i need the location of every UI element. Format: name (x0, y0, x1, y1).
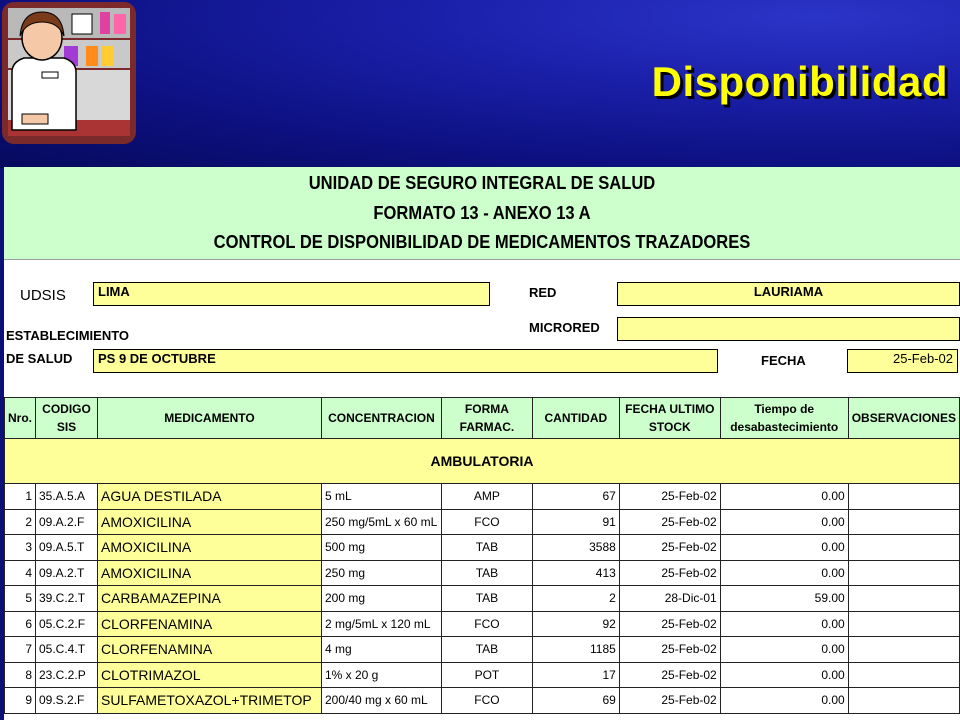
cell-forma[interactable]: FCO (441, 509, 532, 535)
red-label: RED (529, 285, 557, 300)
microred-label: MICRORED (529, 320, 600, 335)
cell-cantidad[interactable]: 17 (532, 662, 619, 688)
spreadsheet (4, 167, 960, 720)
de-salud-label: DE SALUD (6, 351, 73, 366)
table-row (5, 611, 960, 637)
header-line-1: UNIDAD DE SEGURO INTEGRAL DE SALUD (308, 173, 656, 193)
cell-forma[interactable]: TAB (441, 535, 532, 561)
cell-tiempo[interactable]: 59.00 (720, 586, 848, 612)
pharmacist-icon (2, 2, 136, 144)
table-header-row (5, 398, 960, 439)
cell-medicamento[interactable]: AMOXICILINA (97, 560, 321, 586)
cell-fecha-stock[interactable]: 25-Feb-02 (619, 535, 720, 561)
establecimiento-label: ESTABLECIMIENTO (6, 328, 130, 343)
cell-concentracion[interactable]: 250 mg (321, 560, 441, 586)
table-row (5, 535, 960, 561)
cell-forma[interactable]: FCO (441, 688, 532, 714)
cell-observaciones[interactable] (848, 560, 959, 586)
cell-observaciones[interactable] (848, 509, 959, 535)
cell-observaciones[interactable] (848, 611, 959, 637)
cell-fecha-stock[interactable]: 25-Feb-02 (619, 662, 720, 688)
cell-codigo[interactable]: 09.A.2.T (36, 560, 98, 586)
establecimiento-field[interactable]: PS 9 DE OCTUBRE (93, 349, 718, 373)
cell-cantidad[interactable]: 1185 (532, 637, 619, 663)
col-nro: Nro. (5, 398, 36, 439)
table-row (5, 560, 960, 586)
cell-observaciones[interactable] (848, 637, 959, 663)
cell-nro[interactable]: 9 (5, 688, 36, 714)
col-concentracion: CONCENTRACION (321, 398, 441, 439)
cell-codigo[interactable]: 05.C.2.F (36, 611, 98, 637)
col-observaciones: OBSERVACIONES (848, 398, 959, 439)
cell-observaciones[interactable] (848, 535, 959, 561)
page-title: Disponibilidad (651, 58, 948, 105)
cell-cantidad[interactable]: 413 (532, 560, 619, 586)
cell-nro[interactable]: 3 (5, 535, 36, 561)
table-row (5, 637, 960, 663)
table-row (5, 586, 960, 612)
cell-observaciones[interactable] (848, 662, 959, 688)
cell-forma[interactable]: TAB (441, 586, 532, 612)
cell-tiempo[interactable]: 0.00 (720, 560, 848, 586)
col-forma: FORMA FARMAC. (441, 398, 532, 439)
fecha-field[interactable]: 25-Feb-02 (847, 349, 958, 373)
cell-observaciones[interactable] (848, 484, 959, 510)
cell-cantidad[interactable]: 91 (532, 509, 619, 535)
cell-cantidad[interactable]: 69 (532, 688, 619, 714)
microred-field[interactable] (617, 317, 960, 341)
cell-fecha-stock[interactable]: 25-Feb-02 (619, 637, 720, 663)
cell-nro[interactable]: 5 (5, 586, 36, 612)
cell-tiempo[interactable]: 0.00 (720, 637, 848, 663)
table-row (5, 662, 960, 688)
medications-table (4, 397, 960, 714)
cell-medicamento[interactable]: CARBAMAZEPINA (97, 586, 321, 612)
cell-fecha-stock[interactable]: 25-Feb-02 (619, 611, 720, 637)
cell-observaciones[interactable] (848, 688, 959, 714)
cell-concentracion[interactable]: 1% x 20 g (321, 662, 441, 688)
cell-cantidad[interactable]: 92 (532, 611, 619, 637)
cell-codigo[interactable]: 09.A.2.F (36, 509, 98, 535)
cell-tiempo[interactable]: 0.00 (720, 688, 848, 714)
table-row (5, 688, 960, 714)
cell-forma[interactable]: AMP (441, 484, 532, 510)
cell-tiempo[interactable]: 0.00 (720, 484, 848, 510)
form-header (4, 167, 960, 260)
section-label: AMBULATORIA (5, 439, 960, 484)
cell-forma[interactable]: TAB (441, 560, 532, 586)
cell-forma[interactable]: TAB (441, 637, 532, 663)
cell-fecha-stock[interactable]: 25-Feb-02 (619, 509, 720, 535)
cell-nro[interactable]: 7 (5, 637, 36, 663)
cell-concentracion[interactable]: 250 mg/5mL x 60 mL (321, 509, 441, 535)
cell-nro[interactable]: 2 (5, 509, 36, 535)
cell-concentracion[interactable]: 500 mg (321, 535, 441, 561)
cell-concentracion[interactable]: 200/40 mg x 60 mL (321, 688, 441, 714)
cell-medicamento[interactable]: CLOTRIMAZOL (97, 662, 321, 688)
cell-tiempo[interactable]: 0.00 (720, 509, 848, 535)
cell-nro[interactable]: 6 (5, 611, 36, 637)
cell-codigo[interactable]: 23.C.2.P (36, 662, 98, 688)
cell-cantidad[interactable]: 3588 (532, 535, 619, 561)
udsis-label: UDSIS (20, 287, 66, 304)
cell-cantidad[interactable]: 2 (532, 586, 619, 612)
cell-tiempo[interactable]: 0.00 (720, 662, 848, 688)
cell-concentracion[interactable]: 2 mg/5mL x 120 mL (321, 611, 441, 637)
cell-codigo[interactable]: 35.A.5.A (36, 484, 98, 510)
cell-medicamento[interactable]: AMOXICILINA (97, 535, 321, 561)
col-tiempo: Tiempo de desabastecimiento (720, 398, 848, 439)
udsis-field[interactable]: LIMA (93, 282, 490, 306)
cell-codigo[interactable]: 05.C.4.T (36, 637, 98, 663)
col-cantidad: CANTIDAD (532, 398, 619, 439)
table-row (5, 484, 960, 510)
cell-codigo[interactable]: 09.S.2.F (36, 688, 98, 714)
cell-fecha-stock[interactable]: 25-Feb-02 (619, 484, 720, 510)
cell-concentracion[interactable]: 5 mL (321, 484, 441, 510)
cell-fecha-stock[interactable]: 25-Feb-02 (619, 688, 720, 714)
cell-tiempo[interactable]: 0.00 (720, 535, 848, 561)
cell-codigo[interactable]: 39.C.2.T (36, 586, 98, 612)
cell-concentracion[interactable]: 4 mg (321, 637, 441, 663)
section-row (5, 439, 960, 484)
fecha-label: FECHA (761, 353, 806, 368)
header-line-2: FORMATO 13 - ANEXO 13 A (373, 203, 591, 223)
cell-medicamento[interactable]: AMOXICILINA (97, 509, 321, 535)
col-fecha-stock: FECHA ULTIMO STOCK (619, 398, 720, 439)
table-row (5, 509, 960, 535)
col-medicamento: MEDICAMENTO (97, 398, 321, 439)
cell-tiempo[interactable]: 0.00 (720, 611, 848, 637)
cell-cantidad[interactable]: 67 (532, 484, 619, 510)
cell-fecha-stock[interactable]: 28-Dic-01 (619, 586, 720, 612)
header-line-3: CONTROL DE DISPONIBILIDAD DE MEDICAMENTOS TRAZADORES (213, 232, 751, 252)
red-field[interactable]: LAURIAMA (617, 282, 960, 306)
cell-observaciones[interactable] (848, 586, 959, 612)
cell-medicamento[interactable]: CLORFENAMINA (97, 611, 321, 637)
cell-medicamento[interactable]: SULFAMETOXAZOL+TRIMETOP (97, 688, 321, 714)
cell-concentracion[interactable]: 200 mg (321, 586, 441, 612)
cell-fecha-stock[interactable]: 25-Feb-02 (619, 560, 720, 586)
cell-nro[interactable]: 4 (5, 560, 36, 586)
cell-nro[interactable]: 8 (5, 662, 36, 688)
cell-forma[interactable]: FCO (441, 611, 532, 637)
cell-medicamento[interactable]: AGUA DESTILADA (97, 484, 321, 510)
col-codigo: CODIGO SIS (36, 398, 98, 439)
cell-codigo[interactable]: 09.A.5.T (36, 535, 98, 561)
cell-nro[interactable]: 1 (5, 484, 36, 510)
cell-medicamento[interactable]: CLORFENAMINA (97, 637, 321, 663)
cell-forma[interactable]: POT (441, 662, 532, 688)
